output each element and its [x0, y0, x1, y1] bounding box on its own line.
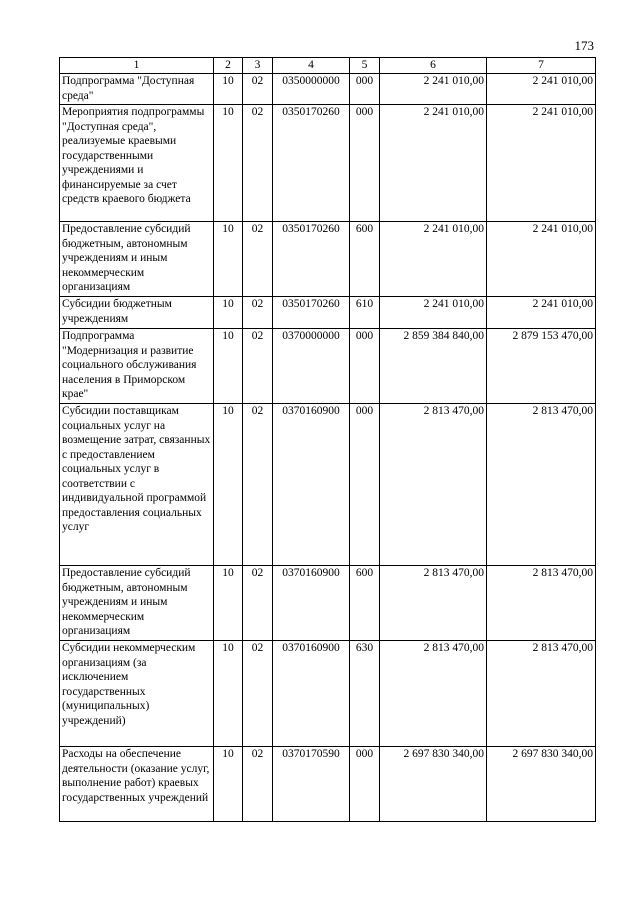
- row-code-subsection: 02: [243, 747, 273, 822]
- budget-table: [59, 57, 596, 822]
- row-amount-col7: 2 241 010,00: [487, 297, 596, 329]
- row-code-target: 0350170260: [273, 222, 350, 297]
- row-code-section: 10: [214, 641, 243, 747]
- page-number: 173: [574, 38, 594, 53]
- row-amount-col6: 2 859 384 840,00: [380, 329, 487, 404]
- row-code-target: 0350000000: [273, 74, 350, 105]
- row-code-subsection: 02: [243, 641, 273, 747]
- column-header: 1: [60, 58, 214, 74]
- column-header: 6: [380, 58, 487, 74]
- header-row: [60, 58, 596, 74]
- table-row: [60, 641, 596, 747]
- row-name: Предоставление субсидий бюджетным, автономным учреждениям и иным некоммерческим организациям: [60, 222, 214, 297]
- row-code-expense-type: 610: [350, 297, 380, 329]
- row-code-subsection: 02: [243, 404, 273, 566]
- row-code-target: 0370000000: [273, 329, 350, 404]
- row-code-subsection: 02: [243, 74, 273, 105]
- row-name: Субсидии бюджетным учреждениям: [60, 297, 214, 329]
- row-amount-col6: 2 813 470,00: [380, 566, 487, 641]
- table-row: [60, 329, 596, 404]
- column-header: 5: [350, 58, 380, 74]
- column-header: 3: [243, 58, 273, 74]
- row-amount-col6: 2 813 470,00: [380, 641, 487, 747]
- row-code-section: 10: [214, 74, 243, 105]
- row-name: Предоставление субсидий бюджетным, автономным учреждениям и иным некоммерческим организациям: [60, 566, 214, 641]
- row-code-section: 10: [214, 222, 243, 297]
- row-code-expense-type: 000: [350, 329, 380, 404]
- row-amount-col7: 2 813 470,00: [487, 566, 596, 641]
- row-amount-col7: 2 879 153 470,00: [487, 329, 596, 404]
- row-amount-col7: 2 241 010,00: [487, 222, 596, 297]
- column-header: 4: [273, 58, 350, 74]
- row-code-target: 0350170260: [273, 297, 350, 329]
- row-code-subsection: 02: [243, 297, 273, 329]
- row-code-expense-type: 600: [350, 222, 380, 297]
- row-code-subsection: 02: [243, 566, 273, 641]
- row-code-expense-type: 000: [350, 74, 380, 105]
- table-row: [60, 74, 596, 105]
- row-code-section: 10: [214, 297, 243, 329]
- row-amount-col7: 2 697 830 340,00: [487, 747, 596, 822]
- row-code-section: 10: [214, 329, 243, 404]
- row-code-target: 0370170590: [273, 747, 350, 822]
- row-name: Расходы на обеспечение деятельности (оказание услуг, выполнение работ) краевых государственных учреждений: [60, 747, 214, 822]
- row-name: Мероприятия подпрограммы "Доступная среда", реализуемые краевыми государственными учреждениями и финансируемые за счет средств краевого бюджета: [60, 105, 214, 222]
- row-code-expense-type: 000: [350, 404, 380, 566]
- row-code-section: 10: [214, 404, 243, 566]
- row-amount-col6: 2 241 010,00: [380, 222, 487, 297]
- row-amount-col6: 2 813 470,00: [380, 404, 487, 566]
- row-amount-col7: 2 813 470,00: [487, 641, 596, 747]
- row-code-target: 0370160900: [273, 641, 350, 747]
- row-name: Субсидии некоммерческим организациям (за исключением государственных (муниципальных) учреждений): [60, 641, 214, 747]
- row-code-target: 0370160900: [273, 566, 350, 641]
- row-code-expense-type: 630: [350, 641, 380, 747]
- row-code-section: 10: [214, 747, 243, 822]
- table-row: [60, 747, 596, 822]
- row-code-section: 10: [214, 105, 243, 222]
- row-code-subsection: 02: [243, 105, 273, 222]
- row-amount-col6: 2 241 010,00: [380, 105, 487, 222]
- row-code-expense-type: 000: [350, 747, 380, 822]
- column-header: 7: [487, 58, 596, 74]
- row-amount-col7: 2 813 470,00: [487, 404, 596, 566]
- column-header: 2: [214, 58, 243, 74]
- table-row: [60, 105, 596, 222]
- row-amount-col6: 2 241 010,00: [380, 297, 487, 329]
- row-name: Подпрограмма "Модернизация и развитие социального обслуживания населения в Приморском крае": [60, 329, 214, 404]
- table-row: [60, 222, 596, 297]
- row-name: Подпрограмма "Доступная среда": [60, 74, 214, 105]
- row-name: Субсидии поставщикам социальных услуг на возмещение затрат, связанных с предоставлением социальных услуг в соответствии с индивидуальной программой предоставления социальных услуг: [60, 404, 214, 566]
- row-code-target: 0350170260: [273, 105, 350, 222]
- row-amount-col7: 2 241 010,00: [487, 74, 596, 105]
- table-row: [60, 566, 596, 641]
- row-code-expense-type: 600: [350, 566, 380, 641]
- table-row: [60, 297, 596, 329]
- row-code-subsection: 02: [243, 222, 273, 297]
- row-amount-col7: 2 241 010,00: [487, 105, 596, 222]
- row-code-subsection: 02: [243, 329, 273, 404]
- row-code-target: 0370160900: [273, 404, 350, 566]
- row-code-section: 10: [214, 566, 243, 641]
- row-amount-col6: 2 697 830 340,00: [380, 747, 487, 822]
- row-amount-col6: 2 241 010,00: [380, 74, 487, 105]
- row-code-expense-type: 000: [350, 105, 380, 222]
- table-row: [60, 404, 596, 566]
